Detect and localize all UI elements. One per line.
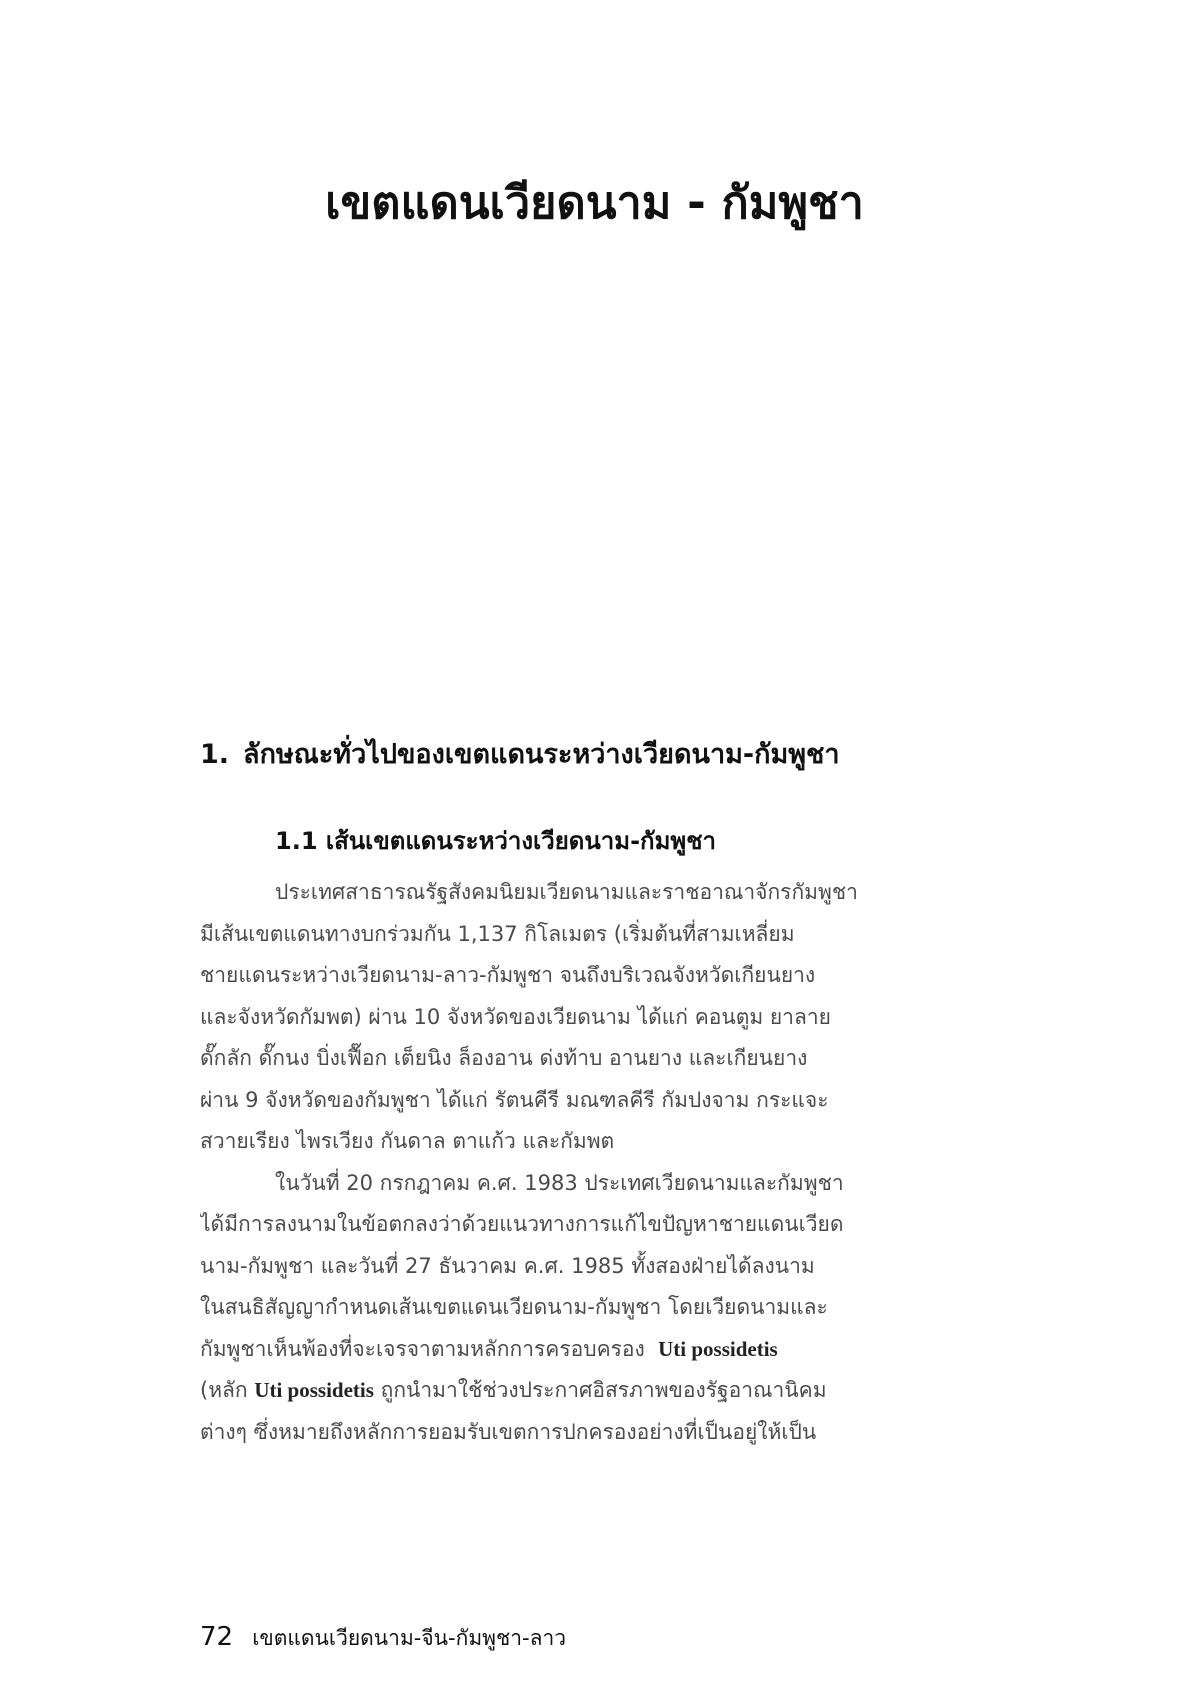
body-line: ผ่าน 9 จังหวัดของกัมพูชา ได้แก่ รัตนคีรี มณฑลคีรี กัมปงจาม กระแจะ — [200, 1087, 829, 1112]
body-line: ในวันที่ 20 กรกฎาคม ค.ศ. 1983 ประเทศเวียดนามและกัมพูชา — [275, 1170, 844, 1195]
body-line — [200, 1370, 970, 1412]
section-heading-text: ลักษณะทั่วไปของเขตแดนระหว่างเวียดนาม-กัมพูชา — [243, 739, 840, 770]
body-line: สวายเรียง ไพรเวียง กันดาล ตาแก้ว และกัมพต — [200, 1129, 615, 1153]
body-line: ต่างๆ ซึ่งหมายถึงหลักการยอมรับเขตการปกครองอย่างที่เป็นอยู่ให้เป็น — [200, 1419, 817, 1444]
running-title: เขตแดนเวียดนาม-จีน-กัมพูชา-ลาว — [252, 1626, 567, 1650]
section-number: 1. — [200, 739, 230, 770]
body-line: นาม-กัมพูชา และวันที่ 27 ธันวาคม ค.ศ. 1985 ทั้งสองฝ่ายได้ลงนาม — [200, 1253, 815, 1278]
subsection-heading: 1.1 เส้นเขตแดนระหว่างเวียดนาม-กัมพูชา — [275, 827, 716, 855]
page-number: 72 — [200, 1622, 234, 1652]
body-line-prefix: กัมพูชาเห็นพ้องที่จะเจรจาตามหลักการครอบครอง — [200, 1336, 645, 1361]
body-line — [200, 1329, 970, 1371]
body-line-suffix: ถูกนำมาใช้ช่วงประกาศอิสรภาพของรัฐอาณานิคม — [380, 1378, 827, 1402]
page-footer — [200, 1622, 566, 1655]
body-line: ในสนธิสัญญากำหนดเส้นเขตแดนเวียดนาม-กัมพูชา โดยเวียดนามและ — [200, 1295, 828, 1319]
body-line: ได้มีการลงนามในข้อตกลงว่าด้วยแนวทางการแก้ไขปัญหาชายแดนเวียด — [200, 1212, 844, 1236]
body-line: มีเส้นเขตแดนทางบกร่วมกัน 1,137 กิโลเมตร (เริ่มต้นที่สามเหลี่ยม — [200, 921, 795, 946]
body-line: ประเทศสาธารณรัฐสังคมนิยมเวียดนามและราชอาณาจักรกัมพูชา — [275, 880, 858, 904]
section-heading — [200, 738, 990, 772]
body-text — [200, 872, 970, 1453]
body-line-prefix: (หลัก — [200, 1378, 248, 1402]
body-line: ดั๊กลัก ดั๊กนง บิ่งเฟื๊อก เต็ยนิง ล็องอาน ด่งท้าบ อานยาง และเกียนยาง — [200, 1046, 808, 1070]
body-line: ชายแดนระหว่างเวียดนาม-ลาว-กัมพูชา จนถึงบริเวณจังหวัดเกียนยาง — [200, 963, 816, 987]
body-line: และจังหวัดกัมพต) ผ่าน 10 จังหวัดของเวียดนาม ได้แก่ คอนตูม ยาลาย — [200, 1004, 831, 1029]
latin-term: Uti possidetis — [254, 1378, 374, 1402]
chapter-title: เขตแดนเวียดนาม - กัมพูชา — [325, 176, 864, 229]
latin-term: Uti possidetis — [658, 1336, 778, 1361]
